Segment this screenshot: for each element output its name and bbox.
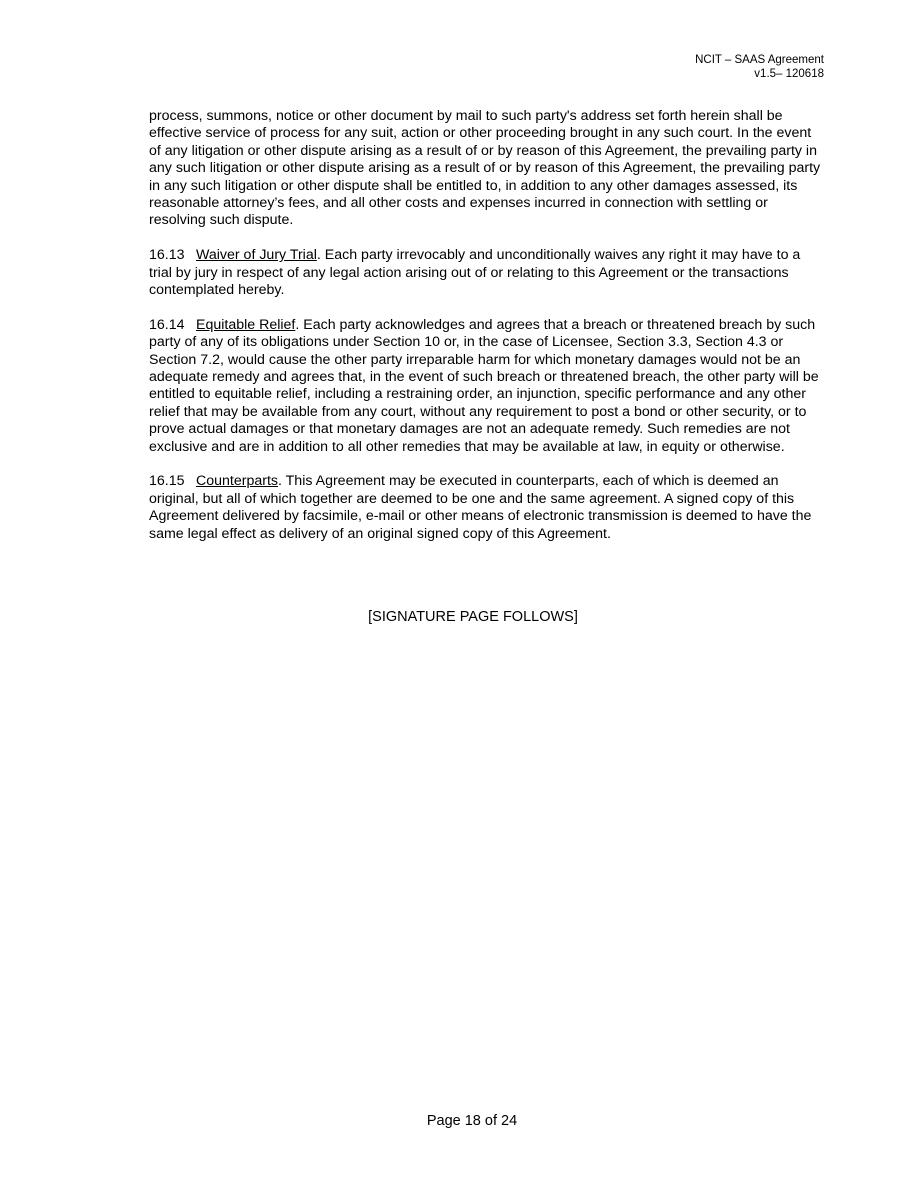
continuation-paragraph: process, summons, notice or other document by mail to such party's address set forth herein shall be effective service of process for any suit, action or other proceeding brought in any such court. In the event of any litigation or other dispute arising as a result of or by reason of this Agreement, the prevailing party in any such litigation or other dispute arising as a result of or by reason of this Agreement, the prevailing party in any such litigation or other dispute shall be entitled to, in addition to any other damages assessed, its reasonable attorney’s fees, and all other costs and expenses incurred in connection with settling or resolving such dispute.: [149, 108, 821, 229]
section-16-14: [149, 317, 825, 456]
page-header: [695, 53, 824, 81]
section-number: 16.13: [149, 247, 185, 264]
section-16-15: [149, 473, 825, 543]
document-title: NCIT – SAAS Agreement: [695, 54, 824, 66]
document-body: [149, 108, 825, 561]
section-title: Equitable Relief: [196, 316, 296, 333]
section-text: . Each party irrevocably and unconditionally waives any right it may have to a trial by jury in respect of any legal action arising out of or relating to this Agreement or the transactions contemplated hereby.: [149, 247, 801, 299]
section-number: 16.14: [149, 316, 185, 333]
section-16-13: [149, 247, 825, 299]
section-text: . This Agreement may be executed in counterparts, each of which is deemed an original, but all of which together are deemed to be one and the same agreement. A signed copy of this Agreement delivered by facsimile, e-mail or other means of electronic transmission is deemed to have the same legal effect as delivery of an original signed copy of this Agreement.: [149, 473, 812, 542]
signature-page-notice: [SIGNATURE PAGE FOLLOWS]: [368, 609, 578, 625]
page-number: Page 18 of 24: [426, 1113, 518, 1129]
section-number: 16.15: [149, 473, 185, 490]
document-version: v1.5– 120618: [754, 68, 824, 80]
section-text: . Each party acknowledges and agrees that a breach or threatened breach by such party of any of its obligations under Section 10 or, in the case of Licensee, Section 3.3, Section 4.3 or Section 7.2, would cause the other party irreparable harm for which monetary damages would not be an adequate remedy and agrees that, in the event of such breach or threatened breach, the other party will be entitled to equitable relief, including a restraining order, an injunction, specific performance and any other relief that may be available from any court, without any requirement to post a bond or other security, or to prove actual damages or that monetary damages are not an adequate remedy. Such remedies are not exclusive and are in addition to all other remedies that may be available at law, in equity or otherwise.: [149, 316, 819, 455]
section-title: Counterparts: [196, 473, 279, 490]
section-title: Waiver of Jury Trial: [196, 247, 317, 264]
